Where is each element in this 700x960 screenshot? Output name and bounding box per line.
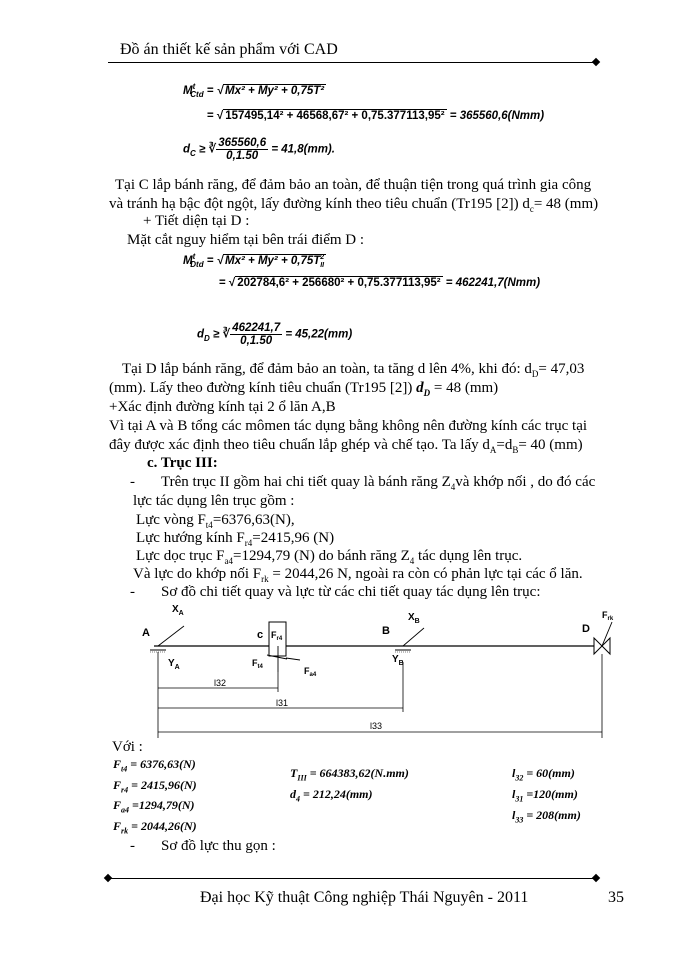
- label-l31: l31: [276, 698, 289, 708]
- label-voi: Với :: [112, 739, 143, 755]
- header-rule: [108, 62, 596, 63]
- paragraph-bearings-heading: +Xác định đường kính tại 2 ổ lăn A,B: [109, 399, 336, 415]
- label-a: A: [142, 627, 150, 639]
- footer-rule: [108, 878, 596, 879]
- force-xb-arrow: [403, 628, 424, 646]
- page-header-title: Đồ án thiết kế sản phẩm với CAD: [120, 41, 338, 58]
- paragraph-shaft-intro: Trên trục II gồm hai chi tiết quay là bánh răng $Z_4và$ khớp nối , do đó các: [161, 474, 596, 492]
- label-ft4: $F_{t4}$: [252, 658, 263, 670]
- footer-rule-end-dot: [592, 874, 600, 882]
- force-frk-line: Và lực do khớp nối $F_{rk} = 2044,26$ N, ngoài ra còn có phản lực tại các ổ lăn.: [133, 566, 583, 584]
- label-l33: l33: [370, 721, 383, 731]
- values-col3-item: $l_{31} =120(mm)$: [512, 787, 578, 804]
- values-col2-item: $T_{III} = 664383,62(N.mm)$: [290, 766, 409, 783]
- paragraph-shaft-intro-2: lực tác dụng lên trục gồm :: [133, 493, 295, 509]
- paragraph-bearings-1: Vì tại A và B tổng các mômen tác dụng bằng không nên đường kính các trục tại: [109, 418, 588, 434]
- paragraph-bearings-2: đây được xác định theo tiêu chuẩn lắp ghép và chế tạo. Ta lấy $d_A=d_B= 40$ (mm): [109, 437, 583, 455]
- values-col1-item: $F_{rk} = 2044,26(N)$: [113, 819, 197, 836]
- paragraph-reduced-diagram: Sơ đồ lực thu gọn :: [161, 838, 276, 854]
- values-col3-item: $l_{32} = 60(mm)$: [512, 766, 575, 783]
- equation-mtd-d-line2: = √ 202784,6² + 256680² + 0,75.377113,95² = 462241,7(Nmm): [219, 277, 541, 289]
- force-ft4-line: Lực vòng $F_{t4}=6376,63(N)$,: [136, 512, 295, 530]
- paragraph-section-d-danger: Mặt cắt nguy hiểm tại bên trái điểm D :: [127, 232, 365, 248]
- bullet-dash-2: -: [130, 584, 135, 600]
- equation-dc: $d_C$ ≥ ∛ $\frac{365560,6}{0,1.50}$ = 41,8(mm).: [183, 137, 335, 162]
- values-col3-item: $l_{33} = 208(mm)$: [512, 808, 581, 825]
- bullet-dash-1: -: [130, 474, 135, 490]
- label-fr4: $F_{r4}$: [271, 630, 283, 642]
- label-ya: $Y_A$: [168, 658, 180, 671]
- label-xa: $X_A$: [172, 604, 184, 617]
- force-fr4-line: Lực hướng kính $F_{r4}=2415,96$ (N): [136, 530, 335, 548]
- force-fa4-arrow: [286, 658, 300, 660]
- force-fa4-line: Lực dọc trục $F_{a4}=1294,79$ (N) do bánh răng $Z_4$ tác dụng lên trục.: [136, 548, 523, 566]
- equation-mtd-c-line2: = √ 157495,14² + 46568,67² + 0,75.377113,95² = 365560,6(Nmm): [207, 110, 545, 122]
- label-fa4: $F_{a4}$: [304, 666, 317, 678]
- equation-dd: $d_D$ ≥ ∛ $\frac{462241,7}{0,1.50}$ = 45,22(mm): [197, 322, 353, 347]
- label-yb: $Y_B$: [392, 654, 404, 667]
- header-rule-end-dot: [592, 58, 600, 66]
- values-col1-item: $F_{t4} = 6376,63(N)$: [113, 757, 196, 774]
- equation-mtd-c: $M^t_{Ctd}$ = √ Mx² + My² + 0,75T²: [183, 82, 325, 100]
- shaft-force-diagram: [140, 600, 620, 740]
- bullet-dash-3: -: [130, 838, 135, 854]
- label-d: D: [582, 623, 590, 635]
- label-l32: l32: [214, 678, 227, 688]
- values-col2-item: $d_4 = 212,24(mm)$: [290, 787, 373, 804]
- label-c: c: [257, 629, 264, 641]
- values-col1-item: $F_{a4} =1294,79(N)$: [113, 798, 195, 815]
- coupling-d: [594, 638, 602, 654]
- force-xa-arrow: [158, 626, 184, 646]
- paragraph-section-d: + Tiết diện tại D :: [143, 213, 250, 229]
- footer-text: Đại học Kỹ thuật Công nghiệp Thái Nguyên - 2011: [200, 889, 529, 906]
- label-xb: $X_B$: [408, 612, 420, 625]
- section-title-shaft-iii: c. Trục III:: [147, 455, 218, 471]
- paragraph-d-gear-1: Tại D lắp bánh răng, để đảm bảo an toàn, ta tăng d lên 4%, khi đó: $d_D= 47,03$: [122, 361, 585, 379]
- paragraph-diagram-intro: Sơ đồ chi tiết quay và lực từ các chi tiết quay tác dụng lên trục:: [161, 584, 541, 600]
- label-b: B: [382, 625, 390, 637]
- values-col1-item: $F_{r4} = 2415,96(N)$: [113, 778, 197, 795]
- paragraph-d-gear-2: (mm). Lấy theo đường kính tiêu chuẩn (Tr195 [2]) $d_D = 48$ (mm): [109, 380, 499, 398]
- paragraph-c-gear-2: và tránh hạ bậc đột ngột, lấy đường kính theo tiêu chuẩn (Tr195 [2]) $d_c= 48$ (mm): [109, 196, 599, 214]
- equation-mtd-d: $M^t_{Dtd}$ = √ $Mx^2 + My^2 + 0,75T^2_{II}$: [183, 252, 325, 270]
- page-number: 35: [608, 889, 624, 906]
- paragraph-c-gear-1: Tại C lắp bánh răng, để đảm bảo an toàn, để thuận tiện trong quá trình gia công: [115, 177, 592, 193]
- label-frk: $F_{rk}$: [602, 610, 614, 622]
